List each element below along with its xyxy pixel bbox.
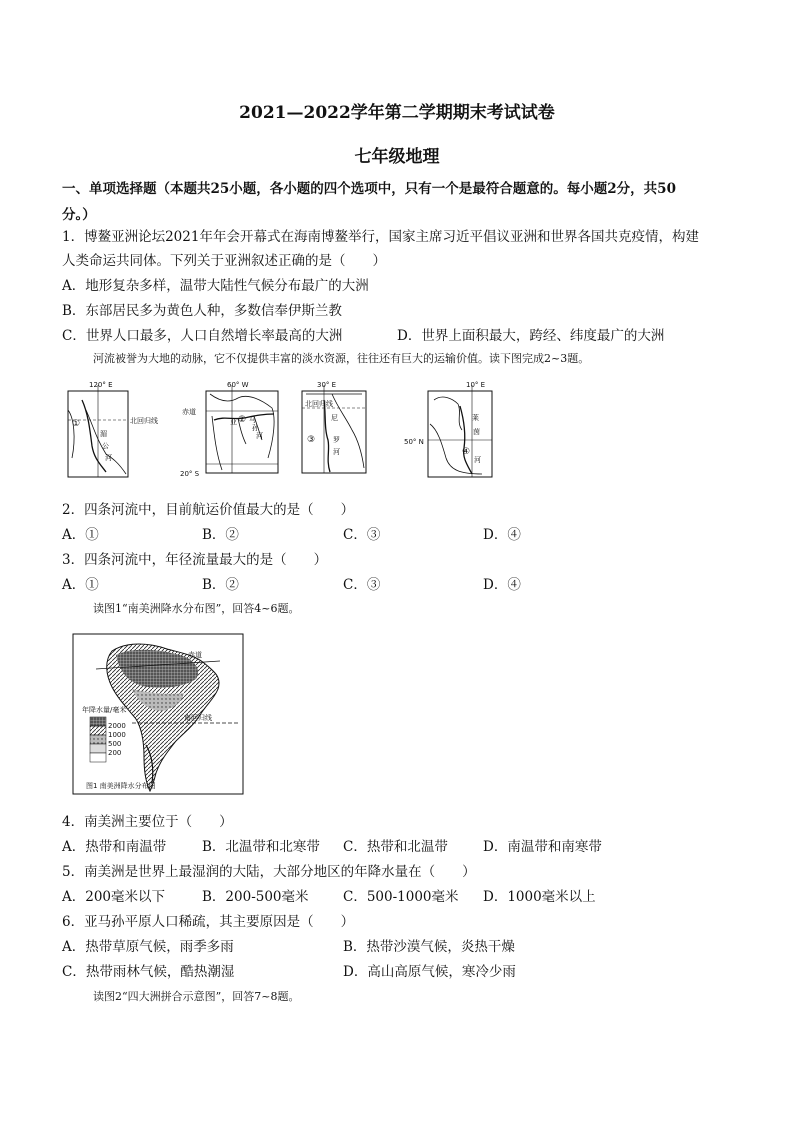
svg-text:罗: 罗	[333, 436, 340, 444]
intro-q7-8: 读图2“四大洲拼合示意图”，回答7~8题。	[93, 990, 300, 1003]
sa-legend	[90, 717, 126, 762]
sa-equator-label: 赤道	[188, 651, 202, 659]
q1-option-d: D．世界上面积最大，跨经、纬度最广的大洲	[397, 328, 665, 344]
q5-option-c: C．500-1000毫米	[343, 889, 459, 905]
south-america-precipitation-map	[72, 633, 244, 795]
q4-option-a: A．热带和南温带	[62, 839, 167, 855]
map1-num: ①	[72, 419, 81, 429]
svg-text:河: 河	[474, 456, 481, 464]
q5-stem: 5．南美洲是世界上最湿润的大陆，大部分地区的年降水量在（ ）	[62, 864, 476, 880]
svg-text:茵: 茵	[473, 428, 480, 436]
q1-option-c: C．世界人口最多，人口自然增长率最高的大洲	[62, 328, 343, 344]
svg-text:河: 河	[105, 454, 112, 462]
q5-option-b: B．200-500毫米	[202, 889, 309, 905]
svg-text:莱: 莱	[472, 414, 479, 422]
map3-longitude: 30° E	[317, 381, 337, 389]
svg-text:河: 河	[333, 448, 340, 456]
map3-num: ③	[307, 435, 316, 445]
q4-stem: 4．南美洲主要位于（ ）	[62, 814, 233, 830]
river-map-rhine	[404, 381, 492, 477]
q1-option-a: A．地形复杂多样，温带大陆性气候分布最广的大洲	[62, 278, 369, 294]
map3-tropic: 北回归线	[305, 400, 333, 408]
q6-option-a: A．热带草原气候，雨季多雨	[62, 939, 234, 955]
sa-legend-title: 年降水量/毫米	[82, 706, 127, 714]
q3-option-a: A．①	[62, 577, 99, 593]
sa-tropic-label: 南回归线	[184, 714, 212, 722]
svg-text:2000: 2000	[108, 722, 126, 730]
map2-longitude: 60° W	[227, 381, 249, 389]
q4-option-d: D．南温带和南寒带	[483, 839, 602, 855]
section-heading-line1: 一、单项选择题（本题共25小题，各小题的四个选项中，只有一个是最符合题意的。每小题2分，共50	[62, 181, 676, 197]
q5-option-a: A．200毫米以下	[62, 889, 166, 905]
q4-option-b: B．北温带和北寒带	[202, 839, 320, 855]
q3-option-c: C．③	[343, 577, 381, 593]
river-map-mekong	[68, 381, 158, 477]
river-maps-figure	[62, 378, 532, 488]
river-map-nile	[302, 381, 366, 473]
map1-tropic: 北回归线	[130, 417, 158, 425]
svg-text:公: 公	[102, 442, 109, 450]
svg-text:河: 河	[256, 432, 263, 440]
map2-num: ②	[238, 415, 247, 425]
q4-option-c: C．热带和北温带	[343, 839, 448, 855]
river-map-amazon	[180, 381, 278, 478]
svg-text:孙: 孙	[252, 424, 259, 432]
q6-option-b: B．热带沙漠气候，炎热干燥	[343, 939, 515, 955]
map2-equator: 赤道	[182, 408, 196, 416]
q6-stem: 6．亚马孙平原人口稀疏，其主要原因是（ ）	[62, 914, 355, 930]
q2-option-a: A．①	[62, 527, 99, 543]
svg-text:200: 200	[108, 749, 122, 757]
q6-option-d: D．高山高原气候，寒冷少雨	[343, 964, 516, 980]
svg-text:湄: 湄	[100, 430, 107, 438]
sa-map-caption: 图1 南美洲降水分布图	[86, 782, 156, 790]
map2-lat: 20° S	[180, 470, 200, 478]
q6-option-c: C．热带雨林气候，酷热潮湿	[62, 964, 235, 980]
intro-q2-3: 河流被誉为大地的动脉，它不仅提供丰富的淡水资源，往往还有巨大的运输价值。读下图完成2~3题。	[93, 352, 590, 365]
q1-stem-line2: 人类命运共同体。下列关于亚洲叙述正确的是（ ）	[62, 253, 386, 269]
q1-option-b: B．东部居民多为黄色人种，多数信奉伊斯兰教	[62, 303, 342, 319]
svg-text:500: 500	[108, 740, 122, 748]
intro-q4-6: 读图1“南美洲降水分布图”，回答4~6题。	[93, 602, 300, 615]
section-heading-line2: 分。）	[62, 207, 96, 223]
q2-option-d: D．④	[483, 527, 521, 543]
q2-stem: 2．四条河流中，目前航运价值最大的是（ ）	[62, 502, 355, 518]
q5-option-d: D．1000毫米以上	[483, 889, 596, 905]
svg-text:尼: 尼	[331, 414, 338, 422]
svg-text:亚: 亚	[230, 418, 237, 426]
page-title: 2021—2022学年第二学期期末考试试卷	[239, 103, 555, 123]
svg-text:1000: 1000	[108, 731, 126, 739]
svg-text:马: 马	[249, 416, 256, 424]
map1-longitude: 120° E	[89, 381, 113, 389]
map4-num: ④	[462, 447, 471, 457]
q2-option-b: B．②	[202, 527, 239, 543]
map4-longitude: 10° E	[466, 381, 486, 389]
q1-stem-line1: 1．博鳌亚洲论坛2021年年会开幕式在海南博鳌举行，国家主席习近平倡议亚洲和世界各国共克疫情，构建	[62, 229, 699, 245]
q3-stem: 3．四条河流中，年径流量最大的是（ ）	[62, 552, 328, 568]
page-subtitle: 七年级地理	[354, 147, 440, 167]
q3-option-b: B．②	[202, 577, 239, 593]
q2-option-c: C．③	[343, 527, 381, 543]
map4-lat: 50° N	[404, 438, 424, 446]
q3-option-d: D．④	[483, 577, 521, 593]
